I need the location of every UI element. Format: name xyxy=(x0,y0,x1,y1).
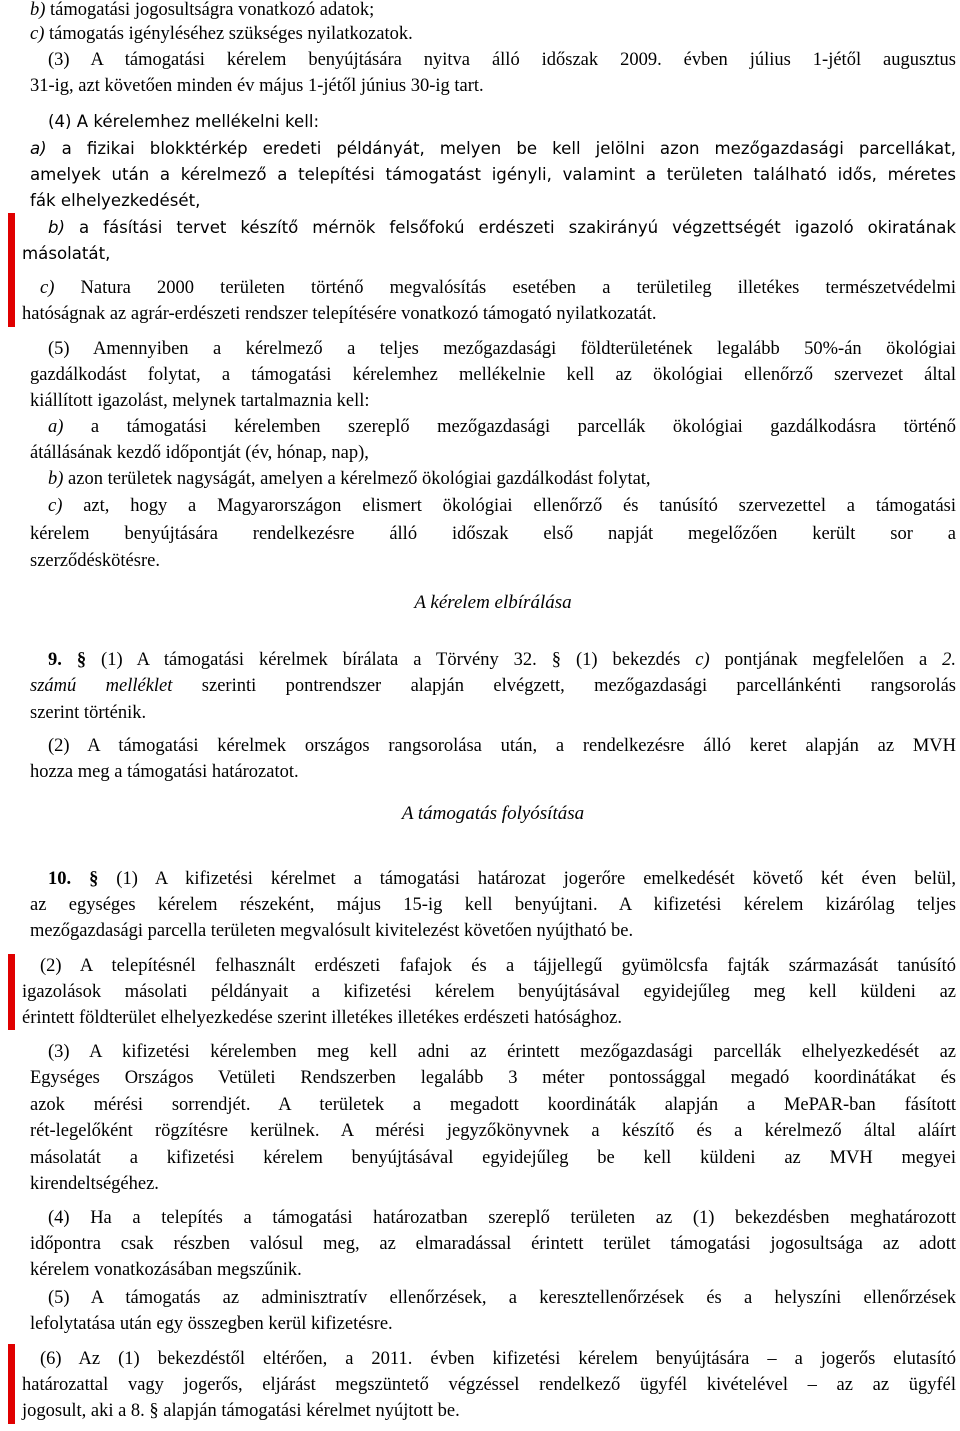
paragraph-line: másolatát a kifizetési kérelem benyújtásával egyidejűleg be kell küldeni az MVH megyei xyxy=(30,1148,956,1168)
paragraph-line: szerződéskötésre. xyxy=(30,551,160,571)
list-item: b) a fásítási tervet készítő mérnök felsőfokú erdészeti szakirányú végzettségét igazoló okiratának xyxy=(48,218,956,237)
list-item: a) a támogatási kérelemben szereplő mezőgazdasági parcellák ökológiai gazdálkodásra történő xyxy=(48,417,956,437)
paragraph-line: jogosult, aki a 8. § alapján támogatási kérelmet nyújtott be. xyxy=(22,1401,460,1421)
paragraph-line: átállásának kezdő időpontját (év, hónap, nap), xyxy=(30,443,369,463)
paragraph-line: hatóságnak az agrár-erdészeti rendszer telepítésére vonatkozó támogató nyilatkozatát. xyxy=(22,304,657,324)
paragraph-line: időpontra csak részben valósul meg, az elmaradással érintett terület támogatási jogosultsága az adott xyxy=(30,1234,956,1254)
paragraph-line: igazolások másolati példányait a kifizetési kérelem benyújtásával egyidejűleg meg kell küldeni az xyxy=(22,982,956,1002)
paragraph-line: (3) A támogatási kérelem benyújtására nyitva álló időszak 2009. évben július 1-jétől augusztus xyxy=(48,50,956,70)
paragraph-line: gazdálkodást folytat, a támogatási kérelemhez mellékelnie kell az ökológiai ellenőrző szervezet által xyxy=(30,365,956,385)
paragraph-line: azok mérési sorrendjét. A területek a megadott koordináták alapján a MePAR-ban fásított xyxy=(30,1095,956,1115)
change-bar xyxy=(8,213,15,327)
change-bar xyxy=(8,1344,15,1424)
paragraph-line: (2) A támogatási kérelmek országos rangsorolása után, a rendelkezésre álló keret alapján az MVH xyxy=(48,736,956,756)
paragraph-line: 9. § (1) A támogatási kérelmek bírálata a Törvény 32. § (1) bekezdés c) pontjának megfelelően a 2. xyxy=(48,650,956,670)
paragraph-line: rét-legelőként rögzítésre kerülnek. A mérési jegyzőkönyvnek a készítő és a kérelmező által aláírt xyxy=(30,1121,956,1141)
section-heading: A kérelem elbírálása xyxy=(414,592,572,613)
paragraph-line: határozattal vagy jogerős, eljárást megszüntető végzéssel rendelkező ügyfél kivételével – az az ügyfél xyxy=(22,1375,956,1395)
list-item: c) támogatás igényléséhez szükséges nyilatkozatok. xyxy=(30,24,413,44)
paragraph-line: 10. § (1) A kifizetési kérelmet a támogatási határozat jogerőre emelkedését követő két éven belül, xyxy=(48,869,956,889)
paragraph-line: (5) Amennyiben a kérelmező a teljes mezőgazdasági földterületének legalább 50%-án ökológiai xyxy=(48,339,956,359)
change-bar xyxy=(8,954,15,1030)
section-heading: A támogatás folyósítása xyxy=(401,803,585,824)
paragraph-line: (4) A kérelemhez mellékelni kell: xyxy=(48,112,320,131)
paragraph-line: 31-ig, azt követően minden év május 1-jétől június 30-ig tart. xyxy=(30,76,484,96)
list-item: a) a fizikai blokktérkép eredeti példányát, melyen be kell jelölni azon mezőgazdasági parcellákat, xyxy=(30,139,956,158)
paragraph-line: kérelem vonatkozásában megszűnik. xyxy=(30,1260,302,1280)
paragraph-line: fák elhelyezkedését, xyxy=(30,191,201,210)
paragraph-line: hozza meg a támogatási határozatot. xyxy=(30,762,299,782)
paragraph-line: szerint történik. xyxy=(30,703,147,723)
paragraph-line: mezőgazdasági parcella területen megvalósult kivitelezést követően nyújtható be. xyxy=(30,921,634,941)
paragraph-line: (2) A telepítésnél felhasznált erdészeti fafajok és a tájjellegű gyümölcsfa fajták származását tanúsító xyxy=(40,956,956,976)
paragraph-line: (6) Az (1) bekezdéstől eltérően, a 2011. évben kifizetési kérelem benyújtására – a jogerős elutasító xyxy=(40,1349,956,1369)
paragraph-line: kérelem benyújtására rendelkezésre álló időszak első napját megelőzően került sor a xyxy=(30,524,956,544)
paragraph-line: lefolytatása után egy összegben kerül kifizetésre. xyxy=(30,1314,393,1334)
paragraph-line: (5) A támogatás az adminisztratív ellenőrzések, a keresztellenőrzések és a helyszíni ellenőrzések xyxy=(48,1288,956,1308)
paragraph-line: (3) A kifizetési kérelemben meg kell adni az érintett mezőgazdasági parcellák elhelyezkedését az xyxy=(48,1042,956,1062)
paragraph-line: érintett földterület elhelyezkedése szerint illetékes illetékes erdészeti hatósághoz. xyxy=(22,1008,622,1028)
paragraph-line: kirendeltségéhez. xyxy=(30,1174,159,1194)
list-item: c) Natura 2000 területen történő megvalósítás esetében a területileg illetékes természetvédelmi xyxy=(40,278,956,298)
list-item: c) azt, hogy a Magyarországon elismert ökológiai ellenőrző és tanúsító szervezettel a támogatási xyxy=(48,496,956,516)
paragraph-line: másolatát, xyxy=(22,244,111,263)
paragraph-line: kiállított igazolást, melynek tartalmaznia kell: xyxy=(30,391,370,411)
list-item: b) azon területek nagyságát, amelyen a kérelmező ökológiai gazdálkodást folytat, xyxy=(48,469,651,489)
list-item: b) támogatási jogosultságra vonatkozó adatok; xyxy=(30,0,375,20)
paragraph-line: Egységes Országos Vetületi Rendszerben legalább 3 méter pontossággal megadó koordinátákat és xyxy=(30,1068,956,1088)
paragraph-line: (4) Ha a telepítés a támogatási határozatban szereplő területen az (1) bekezdésben meghatározott xyxy=(48,1208,956,1228)
paragraph-line: az egységes kérelem részeként, május 15-ig kell benyújtani. A kifizetési kérelem kizárólag teljes xyxy=(30,895,956,915)
paragraph-line: számú melléklet szerinti pontrendszer alapján elvégzett, mezőgazdasági parcellánkénti rangsorolás xyxy=(30,676,956,696)
paragraph-line: amelyek után a kérelmező a telepítési támogatást igényli, valamint a területen található idős, méretes xyxy=(30,165,956,184)
